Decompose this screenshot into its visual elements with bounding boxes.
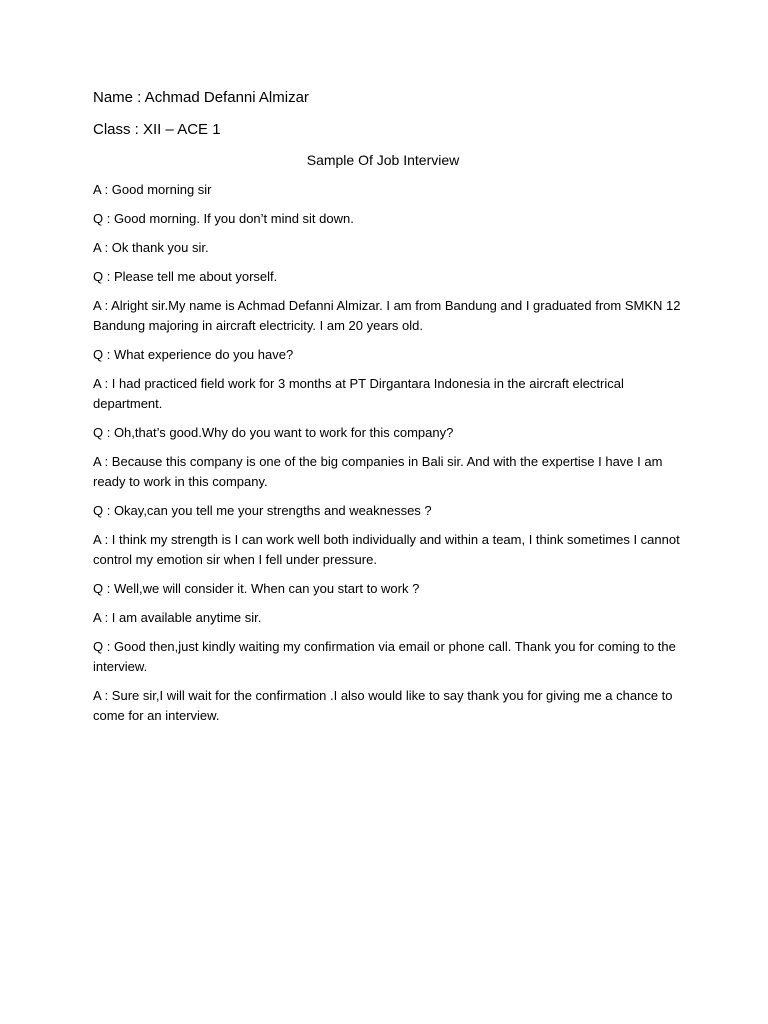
dialogue-line: Q : What experience do you have? <box>93 347 294 362</box>
dialogue-line: A : Ok thank you sir. <box>93 240 209 255</box>
dialogue-line: Q : Good then,just kindly waiting my confirmation via email or phone call. Thank you for coming to the interview. <box>93 639 676 674</box>
student-name: Name : Achmad Defanni Almizar <box>93 89 309 106</box>
dialogue-line: A : Because this company is one of the big companies in Bali sir. And with the expertise I have I am ready to work in this company. <box>93 454 663 489</box>
dialogue-line: A : Alright sir.My name is Achmad Defanni Almizar. I am from Bandung and I graduated from SMKN 12 Bandung majoring in aircraft electricity. I am 20 years old. <box>93 298 681 333</box>
dialogue-line: Q : Please tell me about yorself. <box>93 269 278 284</box>
dialogue-line: Q : Good morning. If you don’t mind sit down. <box>93 211 354 226</box>
document-page <box>93 88 693 735</box>
dialogue-line: A : Good morning sir <box>93 182 212 197</box>
dialogue-line: A : I am available anytime sir. <box>93 610 262 625</box>
dialogue-line: Q : Oh,that’s good.Why do you want to work for this company? <box>93 425 454 440</box>
dialogue-line: Q : Well,we will consider it. When can you start to work ? <box>93 581 420 596</box>
student-class: Class : XII – ACE 1 <box>93 121 221 138</box>
dialogue-line: A : I had practiced field work for 3 months at PT Dirgantara Indonesia in the aircraft electrical department. <box>93 376 624 411</box>
dialogue-line: Q : Okay,can you tell me your strengths and weaknesses ? <box>93 503 432 518</box>
dialogue-line: A : Sure sir,I will wait for the confirmation .I also would like to say thank you for giving me a chance to come for an interview. <box>93 688 673 723</box>
document-title: Sample Of Job Interview <box>306 152 460 168</box>
dialogue-line: A : I think my strength is I can work well both individually and within a team, I think sometimes I cannot control my emotion sir when I fell under pressure. <box>93 532 680 567</box>
interview-dialogue <box>93 180 693 726</box>
